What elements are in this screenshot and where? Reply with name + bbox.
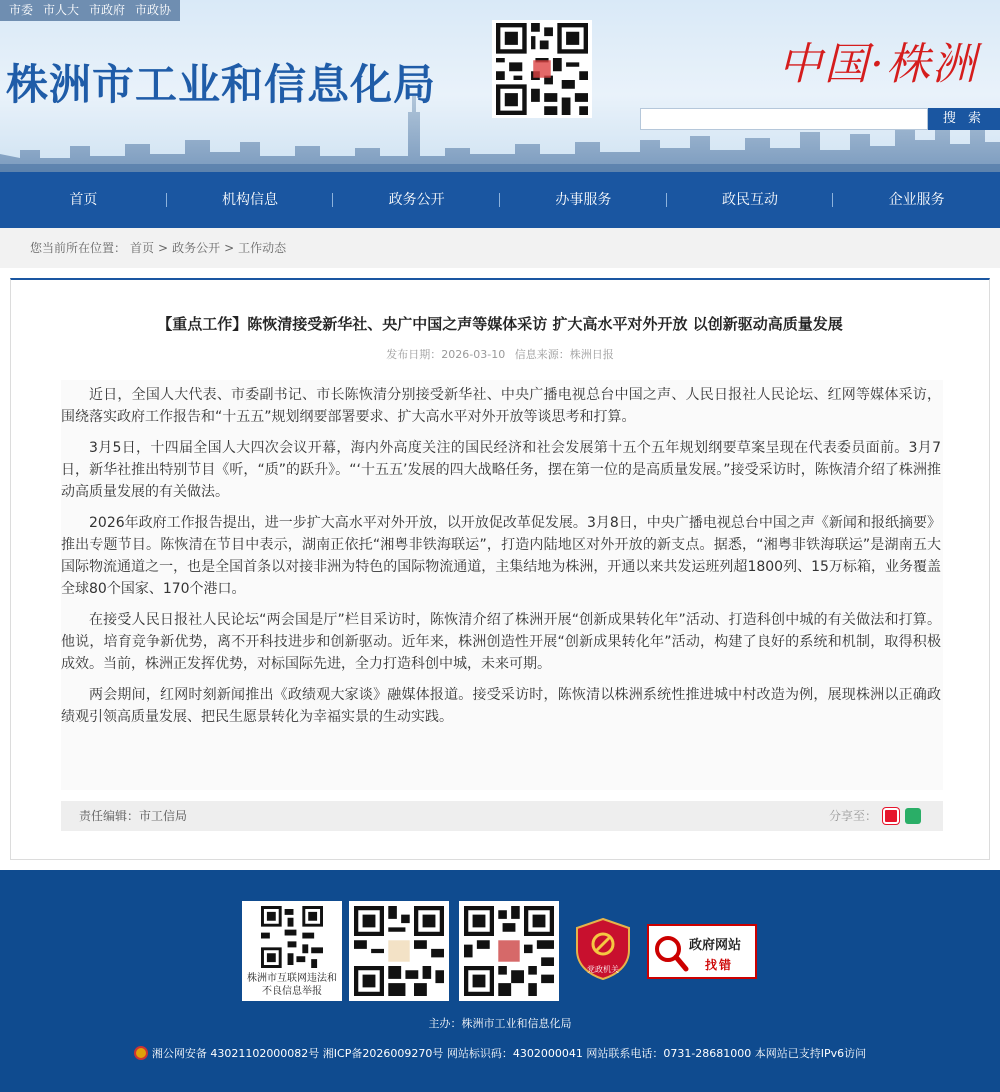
top-link-npc[interactable]: 市人大 [43,3,80,17]
qr-code-icon [464,906,554,996]
article-editor: 责任编辑：市工信局 [79,809,188,823]
china-zhuzhou-logo: 中国·株洲 [778,39,978,90]
article-source: 信息来源：株洲日报 [514,348,614,361]
article-body [61,380,943,790]
breadcrumb-separator: > [158,241,169,255]
share-label: 分享至： [828,809,877,823]
report-qr-label: 株洲市互联网违法和不良信息举报 [247,973,337,997]
article-title: 【重点工作】陈恢清接受新华社、央广中国之声等媒体采访 扩大高水平对外开放 以创新驱动高质量发展 [157,315,843,333]
qr-code-icon [495,23,589,115]
breadcrumb-item-work-news[interactable]: 工作动态 [238,241,287,255]
record-info [0,1045,1000,1061]
top-link-government[interactable]: 市政府 [89,3,126,17]
breadcrumb-separator: > [224,241,235,255]
gov-site-error-report-badge[interactable] [647,924,757,979]
gov-badge-subtitle: 找错 [705,958,734,972]
qr-code-icon [354,906,444,996]
search-input[interactable] [640,108,928,130]
breadcrumb-prefix: 您当前所在位置： [30,241,127,255]
nav-item-services[interactable]: 办事服务 [500,172,667,228]
record-text[interactable]: 湘公网安备 43021102000082号 湘ICP备2026009270号 网站标识码：4302000041 网站联系电话：0731-28681000 本网站已支持IPv6访问 [151,1047,867,1060]
nav-item-home[interactable]: 首页 [0,172,167,228]
weibo-icon[interactable] [883,808,899,824]
article-paragraph: 在接受人民日报社人民论坛“两会国是厅”栏目采访时，陈恢清介绍了株洲开展“创新成果转化年”活动、打造科创中城的有关做法和打算。他说，培育竞争新优势，离不开科技进步和创新驱动。近年来，株洲创造性开展“创新成果转化年”活动，构建了良好的系统和机制，取得积极成效。当前，株洲正发挥优势，对标国际先进，全力打造科创中城，未来可期。 [61,612,941,672]
nav-item-interaction[interactable]: 政民互动 [667,172,834,228]
wechat-qr-code [492,20,592,118]
share-bar [829,801,921,831]
magnifier-icon [653,934,689,972]
report-qr-card[interactable] [242,901,342,1001]
emblem-label: 党政机关 [587,965,619,974]
top-link-cppcc[interactable]: 市政协 [135,3,172,17]
police-badge-icon[interactable] [134,1046,148,1060]
breadcrumb-item-government-affairs[interactable]: 政务公开 [172,241,221,255]
top-links [0,0,180,21]
search-button[interactable]: 搜 索 [928,108,1000,130]
article-paragraph: 2026年政府工作报告提出，进一步扩大高水平对外开放，以开放促改革促发展。3月8日，中央广播电视总台中国之声《新闻和报纸摘要》推出专题节目。陈恢清在节目中表示，湖南正依托“湘粤非铁海联运”，打造内陆地区对外开放的新支点。据悉，“湘粤非铁海联运”是湖南五大国际物流通道之一，也是全国首条以对接非洲为特色的国际物流通道，主集结地为株洲，开通以来共发运班列超1800列、15万标箱，业务覆盖全球80个国家、170个港口。 [61,515,941,597]
nav-item-government-affairs[interactable]: 政务公开 [333,172,500,228]
gov-badge-title: 政府网站 [689,938,742,953]
article-paragraph: 两会期间，红网时刻新闻推出《政绩观大家谈》融媒体报道。接受采访时，陈恢清以株洲系统性推进城中村改造为例，展现株洲以正确政绩观引领高质量发展、把民生愿景转化为幸福实景的生动实践。 [61,687,941,725]
wechat-icon[interactable] [905,808,921,824]
article-date: 发布日期：2026-03-10 [386,348,506,361]
site-header [0,0,1000,172]
article-paragraph: 近日，全国人大代表、市委副书记、市长陈恢清分别接受新华社、中央广播电视总台中国之声、人民日报社人民论坛、红网等媒体采访，围绕落实政府工作报告和“十五五”规划纲要部署要求、扩大高水平对外开放等谈思考和打算。 [61,387,941,425]
wechat-account-qr[interactable] [349,901,449,1001]
app-qr-code[interactable] [459,901,559,1001]
main-nav [0,172,1000,228]
breadcrumb-item-home[interactable]: 首页 [130,241,155,255]
breadcrumb [0,228,1000,268]
article-paragraph: 3月5日，十四届全国人大四次会议开幕，海内外高度关注的国民经济和社会发展第十五个五年规划纲要草案呈现在代表委员面前。3月7日，新华社推出特别节目《听，“质”的跃升》。“‘十五五’发展的四大战略任务，摆在第一位的是高质量发展。”接受采访时，陈恢清介绍了株洲推动高质量发展的有关做法。 [61,440,941,500]
nav-item-enterprise[interactable]: 企业服务 [888,192,945,208]
nav-item-organization[interactable]: 机构信息 [167,172,334,228]
article-footer-bar [61,801,943,831]
site-footer [0,870,1000,1092]
article-panel [10,278,990,860]
article-meta [11,346,989,362]
top-link-party[interactable]: 市委 [9,3,34,17]
site-title[interactable]: 株洲市工业和信息化局 [6,60,437,109]
qr-code-icon [257,906,327,968]
site-host: 主办：株洲市工业和信息化局 [428,1017,572,1030]
party-emblem-icon[interactable] [576,918,630,980]
